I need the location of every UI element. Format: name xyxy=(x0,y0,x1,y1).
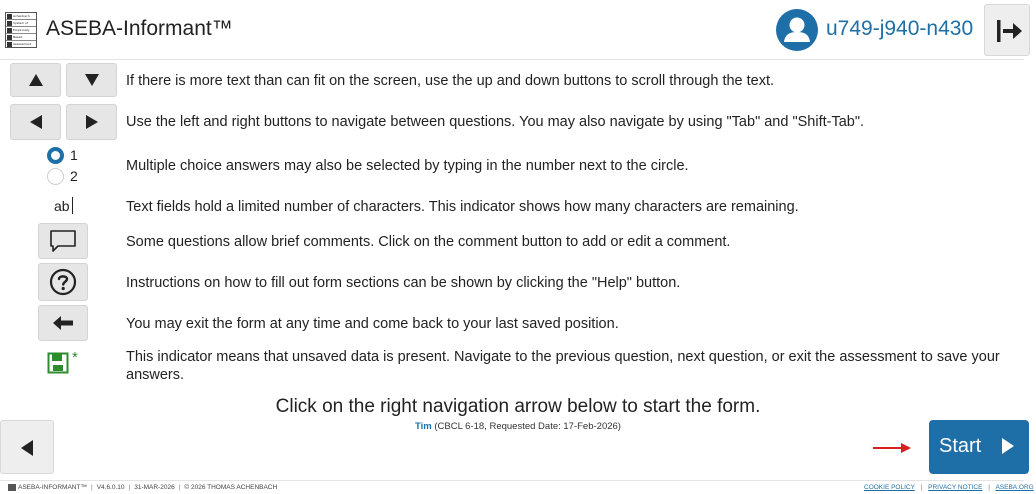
footer-info: ASEBA-INFORMANT™ | V4.6.0.10 | 31-MAR-2026 | © 2026 THOMAS ACHENBACH xyxy=(8,484,277,491)
privacy-notice-link[interactable]: PRIVACY NOTICE xyxy=(928,484,983,491)
user-icon xyxy=(776,9,818,51)
footer-version: V4.6.0.10 xyxy=(96,484,125,491)
arrow-left-icon xyxy=(21,440,33,456)
arrow-left-icon xyxy=(30,115,42,129)
user-id: u749-j940-n430 xyxy=(826,17,974,40)
text-field-sample: ab xyxy=(54,198,70,214)
arrow-up-icon xyxy=(29,74,43,86)
text-cursor xyxy=(72,197,73,214)
unsaved-marker: * xyxy=(72,349,78,366)
help-button[interactable] xyxy=(38,263,88,301)
start-button[interactable] xyxy=(929,420,1029,474)
aseba-logo: Achenbach System of Empirically Based Assessment xyxy=(5,12,37,48)
request-info xyxy=(0,421,1036,432)
help-description: Instructions on how to fill out form sections can be shown by clicking the "Help" button. xyxy=(126,275,681,291)
request-details: (CBCL 6-18, Requested Date: 17-Feb-2026) xyxy=(434,421,621,432)
scroll-description: If there is more text than can fit on the screen, use the up and down buttons to scroll through the text. xyxy=(126,73,775,89)
prev-question-button[interactable] xyxy=(10,104,61,140)
app-title: ASEBA-Informant™ xyxy=(46,17,233,40)
navigate-description: Use the left and right buttons to navigate between questions. You may also navigate by using "Tab" and "Shift-Tab". xyxy=(126,114,865,130)
cookie-policy-link[interactable]: COOKIE POLICY xyxy=(864,484,915,491)
exit-description: You may exit the form at any time and come back to your last saved position. xyxy=(126,316,619,332)
unsaved-description: This indicator means that unsaved data is present. Navigate to the previous question, next question, or exit the assessment to save your answers. xyxy=(126,349,1000,383)
start-button-label: Start xyxy=(939,435,982,457)
footer-links: COOKIE POLICY | PRIVACY NOTICE | ASEBA.ORG xyxy=(864,484,1034,491)
app-header xyxy=(0,0,1024,60)
aseba-org-link[interactable]: ASEBA.ORG xyxy=(995,484,1034,491)
scroll-up-button[interactable] xyxy=(10,63,61,97)
logout-icon xyxy=(994,16,1024,46)
arrow-down-icon xyxy=(85,74,99,86)
comment-button[interactable] xyxy=(38,223,88,259)
footer-logo xyxy=(8,484,16,491)
exit-arrow-icon xyxy=(53,316,73,330)
radio-option-2[interactable] xyxy=(47,168,64,185)
text-field-description: Text fields hold a limited number of characters. This indicator shows how many characters are remaining. xyxy=(126,199,799,215)
footer-app-name: ASEBA-INFORMANT™ xyxy=(18,484,87,491)
comment-description: Some questions allow brief comments. Click on the comment button to add or edit a comment. xyxy=(126,234,731,250)
previous-button[interactable] xyxy=(0,420,54,474)
comment-icon xyxy=(49,229,77,253)
radio-option-1-label: 1 xyxy=(70,147,78,163)
radio-option-2-label: 2 xyxy=(70,168,78,184)
start-instruction: Click on the right navigation arrow below to start the form. xyxy=(275,396,761,417)
save-icon xyxy=(47,352,69,374)
exit-button[interactable] xyxy=(38,305,88,341)
radio-option-1[interactable] xyxy=(47,147,64,164)
footer-copyright: © 2026 THOMAS ACHENBACH xyxy=(184,484,278,491)
pointer-arrow-icon xyxy=(872,442,912,454)
footer xyxy=(0,480,1034,494)
respondent-name: Tim xyxy=(415,421,432,432)
help-icon xyxy=(49,268,77,296)
footer-date: 31-MAR-2026 xyxy=(134,484,175,491)
arrow-right-icon xyxy=(86,115,98,129)
arrow-right-icon xyxy=(1002,438,1014,454)
radio-description: Multiple choice answers may also be selected by typing in the number next to the circle. xyxy=(126,158,689,174)
next-question-button[interactable] xyxy=(66,104,117,140)
logout-button[interactable] xyxy=(984,4,1030,56)
scroll-down-button[interactable] xyxy=(66,63,117,97)
